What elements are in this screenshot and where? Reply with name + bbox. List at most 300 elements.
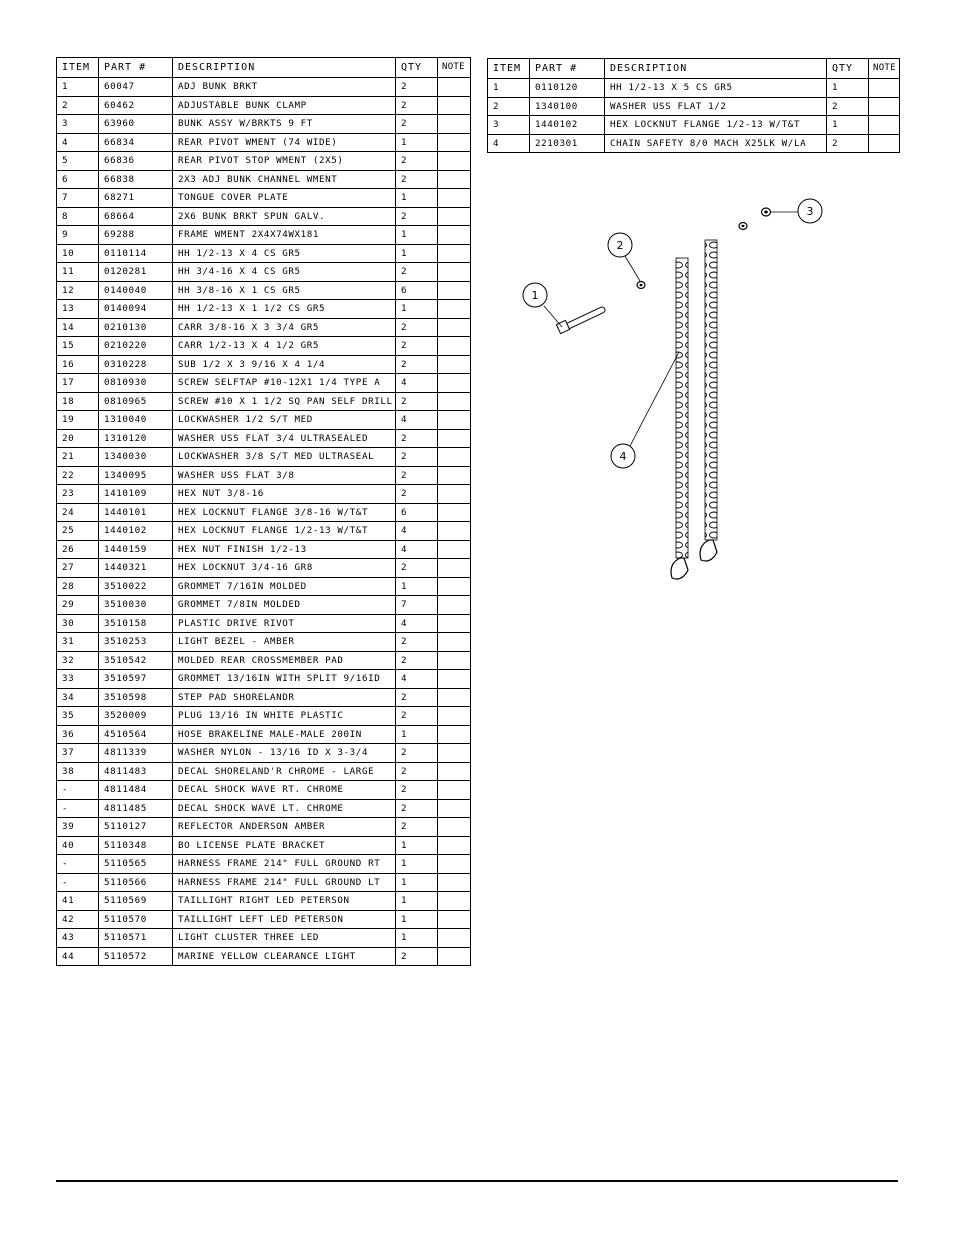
table-row — [57, 189, 471, 208]
header-qty: QTY — [396, 58, 438, 78]
item-cell: 7 — [57, 189, 99, 208]
description-cell: HARNESS FRAME 214" FULL GROUND LT — [173, 873, 396, 892]
note-cell — [438, 818, 471, 837]
item-cell: 18 — [57, 392, 99, 411]
table-header-row — [488, 59, 900, 79]
table-row — [57, 374, 471, 393]
description-cell: HH 1/2-13 X 4 CS GR5 — [173, 244, 396, 263]
description-cell: LOCKWASHER 1/2 S/T MED — [173, 411, 396, 430]
part-number-cell: 1440102 — [99, 522, 173, 541]
table-row — [57, 503, 471, 522]
item-cell: 29 — [57, 596, 99, 615]
table-row — [57, 133, 471, 152]
note-cell — [438, 559, 471, 578]
part-number-cell: 1340030 — [99, 448, 173, 467]
item-cell: 4 — [57, 133, 99, 152]
qty-cell: 2 — [396, 263, 438, 282]
note-cell — [438, 244, 471, 263]
description-cell: LIGHT CLUSTER THREE LED — [173, 929, 396, 948]
description-cell: HEX NUT 3/8-16 — [173, 485, 396, 504]
callout-1 — [523, 283, 547, 307]
note-cell — [438, 170, 471, 189]
note-cell — [438, 429, 471, 448]
item-cell: 31 — [57, 633, 99, 652]
description-cell: HEX LOCKNUT FLANGE 1/2-13 W/T&T — [605, 116, 827, 135]
table-row — [57, 799, 471, 818]
item-cell: 33 — [57, 670, 99, 689]
note-cell — [438, 947, 471, 966]
description-cell: HH 1/2-13 X 1 1/2 CS GR5 — [173, 300, 396, 319]
note-cell — [438, 892, 471, 911]
item-cell: 8 — [57, 207, 99, 226]
note-cell — [438, 688, 471, 707]
item-cell: - — [57, 781, 99, 800]
note-cell — [438, 744, 471, 763]
table-row — [57, 281, 471, 300]
note-cell — [438, 577, 471, 596]
table-row — [57, 540, 471, 559]
description-cell: MOLDED REAR CROSSMEMBER PAD — [173, 651, 396, 670]
note-cell — [438, 207, 471, 226]
safety-chain-parts-table — [487, 58, 900, 153]
svg-text:4: 4 — [619, 450, 627, 463]
part-number-cell: 1340095 — [99, 466, 173, 485]
part-number-cell: 60462 — [99, 96, 173, 115]
note-cell — [438, 355, 471, 374]
table-row — [488, 79, 900, 98]
table-row — [57, 96, 471, 115]
item-cell: - — [57, 873, 99, 892]
table-row — [57, 707, 471, 726]
qty-cell: 2 — [396, 633, 438, 652]
qty-cell: 2 — [396, 96, 438, 115]
table-row — [57, 596, 471, 615]
table-row — [57, 115, 471, 134]
qty-cell: 1 — [396, 244, 438, 263]
part-number-cell: 5110569 — [99, 892, 173, 911]
item-cell: 30 — [57, 614, 99, 633]
qty-cell: 2 — [396, 115, 438, 134]
description-cell: CARR 3/8-16 X 3 3/4 GR5 — [173, 318, 396, 337]
part-number-cell: 68271 — [99, 189, 173, 208]
part-number-cell: 1310120 — [99, 429, 173, 448]
item-cell: - — [57, 855, 99, 874]
description-cell: HEX LOCKNUT FLANGE 1/2-13 W/T&T — [173, 522, 396, 541]
safety-chain-part — [671, 240, 717, 579]
item-cell: 3 — [488, 116, 530, 135]
description-cell: TAILLIGHT LEFT LED PETERSON — [173, 910, 396, 929]
table-row — [488, 97, 900, 116]
table-row — [57, 448, 471, 467]
item-cell: 40 — [57, 836, 99, 855]
note-cell — [438, 448, 471, 467]
part-number-cell: 1440159 — [99, 540, 173, 559]
description-cell: SUB 1/2 X 3 9/16 X 4 1/4 — [173, 355, 396, 374]
part-number-cell: 5110127 — [99, 818, 173, 837]
note-cell — [438, 503, 471, 522]
part-number-cell: 4510564 — [99, 725, 173, 744]
part-number-cell: 3510022 — [99, 577, 173, 596]
part-number-cell: 66834 — [99, 133, 173, 152]
qty-cell: 2 — [396, 947, 438, 966]
description-cell: HH 1/2-13 X 5 CS GR5 — [605, 79, 827, 98]
description-cell: WASHER USS FLAT 3/4 ULTRASEALED — [173, 429, 396, 448]
note-cell — [438, 281, 471, 300]
table-row — [57, 781, 471, 800]
description-cell: REAR PIVOT STOP WMENT (2X5) — [173, 152, 396, 171]
item-cell: 23 — [57, 485, 99, 504]
description-cell: PLUG 13/16 IN WHITE PLASTIC — [173, 707, 396, 726]
item-cell: 11 — [57, 263, 99, 282]
note-cell — [438, 910, 471, 929]
part-number-cell: 0120281 — [99, 263, 173, 282]
item-cell: 12 — [57, 281, 99, 300]
table-header-row — [57, 58, 471, 78]
part-number-cell: 0210220 — [99, 337, 173, 356]
part-number-cell: 3510598 — [99, 688, 173, 707]
note-cell — [438, 762, 471, 781]
part-number-cell: 4811483 — [99, 762, 173, 781]
item-cell: 26 — [57, 540, 99, 559]
table-row — [57, 614, 471, 633]
note-cell — [438, 392, 471, 411]
part-number-cell: 1440102 — [530, 116, 605, 135]
qty-cell: 2 — [396, 799, 438, 818]
item-cell: 39 — [57, 818, 99, 837]
item-cell: 41 — [57, 892, 99, 911]
part-number-cell: 1440101 — [99, 503, 173, 522]
part-number-cell: 66836 — [99, 152, 173, 171]
part-number-cell: 3510542 — [99, 651, 173, 670]
qty-cell: 2 — [827, 134, 869, 153]
note-cell — [869, 97, 900, 116]
note-cell — [438, 300, 471, 319]
item-cell: 27 — [57, 559, 99, 578]
part-number-cell: 5110566 — [99, 873, 173, 892]
note-cell — [869, 134, 900, 153]
table-row — [57, 762, 471, 781]
description-cell: PLASTIC DRIVE RIVOT — [173, 614, 396, 633]
table-row — [57, 226, 471, 245]
note-cell — [438, 374, 471, 393]
note-cell — [438, 78, 471, 97]
qty-cell: 4 — [396, 670, 438, 689]
description-cell: HARNESS FRAME 214" FULL GROUND RT — [173, 855, 396, 874]
item-cell: 20 — [57, 429, 99, 448]
description-cell: GROMMET 7/8IN MOLDED — [173, 596, 396, 615]
qty-cell: 1 — [396, 725, 438, 744]
item-cell: 44 — [57, 947, 99, 966]
qty-cell: 2 — [396, 651, 438, 670]
part-number-cell: 1310040 — [99, 411, 173, 430]
description-cell: 2X3 ADJ BUNK CHANNEL WMENT — [173, 170, 396, 189]
qty-cell: 2 — [396, 707, 438, 726]
qty-cell: 1 — [396, 133, 438, 152]
qty-cell: 2 — [396, 688, 438, 707]
description-cell: TAILLIGHT RIGHT LED PETERSON — [173, 892, 396, 911]
item-cell: - — [57, 799, 99, 818]
item-cell: 5 — [57, 152, 99, 171]
locknut-part — [739, 208, 771, 230]
qty-cell: 4 — [396, 540, 438, 559]
item-cell: 43 — [57, 929, 99, 948]
note-cell — [438, 96, 471, 115]
header-note: NOTE — [869, 59, 900, 79]
table-row — [57, 688, 471, 707]
part-number-cell: 0110120 — [530, 79, 605, 98]
description-cell: HEX LOCKNUT 3/4-16 GR8 — [173, 559, 396, 578]
qty-cell: 2 — [396, 781, 438, 800]
note-cell — [438, 318, 471, 337]
qty-cell: 1 — [396, 226, 438, 245]
item-cell: 4 — [488, 134, 530, 153]
table-row — [57, 559, 471, 578]
description-cell: HEX NUT FINISH 1/2-13 — [173, 540, 396, 559]
item-cell: 32 — [57, 651, 99, 670]
note-cell — [438, 522, 471, 541]
part-number-cell: 5110571 — [99, 929, 173, 948]
description-cell: LOCKWASHER 3/8 S/T MED ULTRASEAL — [173, 448, 396, 467]
table-row — [57, 633, 471, 652]
part-number-cell: 0110114 — [99, 244, 173, 263]
description-cell: REAR PIVOT WMENT (74 WIDE) — [173, 133, 396, 152]
note-cell — [438, 670, 471, 689]
description-cell: STEP PAD SHORELANDR — [173, 688, 396, 707]
note-cell — [438, 337, 471, 356]
qty-cell: 2 — [396, 318, 438, 337]
header-part-number: PART # — [99, 58, 173, 78]
item-cell: 3 — [57, 115, 99, 134]
description-cell: BUNK ASSY W/BRKTS 9 FT — [173, 115, 396, 134]
description-cell: HH 3/4-16 X 4 CS GR5 — [173, 263, 396, 282]
description-cell: WASHER USS FLAT 3/8 — [173, 466, 396, 485]
table-row — [488, 116, 900, 135]
description-cell: DECAL SHORELAND'R CHROME - LARGE — [173, 762, 396, 781]
description-cell: DECAL SHOCK WAVE RT. CHROME — [173, 781, 396, 800]
table-row — [57, 411, 471, 430]
qty-cell: 2 — [396, 466, 438, 485]
qty-cell: 2 — [396, 337, 438, 356]
hex-bolt-part — [556, 310, 602, 334]
qty-cell: 1 — [827, 79, 869, 98]
part-number-cell: 0140040 — [99, 281, 173, 300]
note-cell — [438, 115, 471, 134]
qty-cell: 1 — [396, 300, 438, 319]
item-cell: 36 — [57, 725, 99, 744]
note-cell — [438, 596, 471, 615]
item-cell: 13 — [57, 300, 99, 319]
parts-list-table — [56, 57, 471, 966]
svg-text:3: 3 — [806, 205, 814, 218]
table-row — [57, 244, 471, 263]
header-item: ITEM — [57, 58, 99, 78]
item-cell: 21 — [57, 448, 99, 467]
callout-4 — [611, 444, 635, 468]
part-number-cell: 5110572 — [99, 947, 173, 966]
note-cell — [438, 411, 471, 430]
table-row — [57, 818, 471, 837]
note-cell — [438, 466, 471, 485]
table-row — [57, 300, 471, 319]
footer-divider — [56, 1180, 898, 1182]
qty-cell: 4 — [396, 522, 438, 541]
qty-cell: 4 — [396, 374, 438, 393]
note-cell — [438, 651, 471, 670]
part-number-cell: 5110348 — [99, 836, 173, 855]
qty-cell: 1 — [396, 910, 438, 929]
part-number-cell: 1410109 — [99, 485, 173, 504]
header-description: DESCRIPTION — [605, 59, 827, 79]
description-cell: HEX LOCKNUT FLANGE 3/8-16 W/T&T — [173, 503, 396, 522]
description-cell: HH 3/8-16 X 1 CS GR5 — [173, 281, 396, 300]
qty-cell: 2 — [396, 559, 438, 578]
item-cell: 37 — [57, 744, 99, 763]
qty-cell: 2 — [396, 355, 438, 374]
table-row — [57, 170, 471, 189]
item-cell: 25 — [57, 522, 99, 541]
table-row — [57, 429, 471, 448]
qty-cell: 1 — [396, 189, 438, 208]
part-number-cell: 60047 — [99, 78, 173, 97]
qty-cell: 2 — [396, 744, 438, 763]
item-cell: 24 — [57, 503, 99, 522]
note-cell — [438, 540, 471, 559]
description-cell: WASHER USS FLAT 1/2 — [605, 97, 827, 116]
qty-cell: 2 — [396, 392, 438, 411]
description-cell: WASHER NYLON - 13/16 ID X 3-3/4 — [173, 744, 396, 763]
header-qty: QTY — [827, 59, 869, 79]
qty-cell: 2 — [396, 762, 438, 781]
qty-cell: 2 — [396, 429, 438, 448]
part-number-cell: 0210130 — [99, 318, 173, 337]
description-cell: REFLECTOR ANDERSON AMBER — [173, 818, 396, 837]
part-number-cell: 3520009 — [99, 707, 173, 726]
part-number-cell: 3510158 — [99, 614, 173, 633]
qty-cell: 1 — [396, 836, 438, 855]
note-cell — [438, 226, 471, 245]
part-number-cell: 3510030 — [99, 596, 173, 615]
part-number-cell: 1340100 — [530, 97, 605, 116]
description-cell: GROMMET 7/16IN MOLDED — [173, 577, 396, 596]
note-cell — [438, 855, 471, 874]
qty-cell: 2 — [396, 485, 438, 504]
part-number-cell: 4811485 — [99, 799, 173, 818]
table-row — [57, 873, 471, 892]
note-cell — [438, 152, 471, 171]
table-row — [57, 855, 471, 874]
table-row — [57, 725, 471, 744]
callout-3 — [798, 199, 822, 223]
part-number-cell: 68664 — [99, 207, 173, 226]
part-number-cell: 1440321 — [99, 559, 173, 578]
part-number-cell: 0310228 — [99, 355, 173, 374]
qty-cell: 2 — [396, 152, 438, 171]
qty-cell: 4 — [396, 411, 438, 430]
item-cell: 19 — [57, 411, 99, 430]
note-cell — [438, 799, 471, 818]
qty-cell: 1 — [396, 577, 438, 596]
part-number-cell: 4811339 — [99, 744, 173, 763]
item-cell: 9 — [57, 226, 99, 245]
item-cell: 6 — [57, 170, 99, 189]
flat-washer-part — [637, 282, 645, 289]
part-number-cell: 4811484 — [99, 781, 173, 800]
item-cell: 1 — [488, 79, 530, 98]
table-row — [57, 466, 471, 485]
note-cell — [438, 633, 471, 652]
qty-cell: 2 — [396, 207, 438, 226]
part-number-cell: 2210301 — [530, 134, 605, 153]
note-cell — [438, 929, 471, 948]
svg-text:1: 1 — [531, 289, 539, 302]
header-item: ITEM — [488, 59, 530, 79]
table-row — [57, 207, 471, 226]
qty-cell: 1 — [396, 892, 438, 911]
qty-cell: 2 — [396, 78, 438, 97]
note-cell — [438, 485, 471, 504]
note-cell — [438, 873, 471, 892]
table-row — [57, 651, 471, 670]
table-row — [57, 670, 471, 689]
item-cell: 22 — [57, 466, 99, 485]
qty-cell: 2 — [827, 97, 869, 116]
part-number-cell: 0810965 — [99, 392, 173, 411]
description-cell: CARR 1/2-13 X 4 1/2 GR5 — [173, 337, 396, 356]
note-cell — [438, 614, 471, 633]
note-cell — [438, 725, 471, 744]
item-cell: 38 — [57, 762, 99, 781]
callout-2 — [608, 233, 632, 257]
item-cell: 28 — [57, 577, 99, 596]
qty-cell: 2 — [396, 170, 438, 189]
item-cell: 35 — [57, 707, 99, 726]
qty-cell: 2 — [396, 448, 438, 467]
description-cell: CHAIN SAFETY 8/0 MACH X25LK W/LA — [605, 134, 827, 153]
part-number-cell: 69288 — [99, 226, 173, 245]
part-number-cell: 3510597 — [99, 670, 173, 689]
note-cell — [438, 707, 471, 726]
note-cell — [869, 79, 900, 98]
part-number-cell: 66838 — [99, 170, 173, 189]
description-cell: 2X6 BUNK BRKT SPUN GALV. — [173, 207, 396, 226]
part-number-cell: 63960 — [99, 115, 173, 134]
note-cell — [438, 189, 471, 208]
item-cell: 1 — [57, 78, 99, 97]
table-row — [57, 522, 471, 541]
note-cell — [438, 781, 471, 800]
header-part-number: PART # — [530, 59, 605, 79]
description-cell: MARINE YELLOW CLEARANCE LIGHT — [173, 947, 396, 966]
item-cell: 10 — [57, 244, 99, 263]
description-cell: ADJ BUNK BRKT — [173, 78, 396, 97]
description-cell: TONGUE COVER PLATE — [173, 189, 396, 208]
description-cell: ADJUSTABLE BUNK CLAMP — [173, 96, 396, 115]
description-cell: SCREW SELFTAP #10-12X1 1/4 TYPE A — [173, 374, 396, 393]
item-cell: 15 — [57, 337, 99, 356]
table-row — [488, 134, 900, 153]
table-row — [57, 947, 471, 966]
qty-cell: 2 — [396, 818, 438, 837]
header-note: NOTE — [438, 58, 471, 78]
qty-cell: 7 — [396, 596, 438, 615]
qty-cell: 1 — [827, 116, 869, 135]
description-cell: DECAL SHOCK WAVE LT. CHROME — [173, 799, 396, 818]
safety-chain-exploded-diagram — [480, 180, 860, 600]
part-number-cell: 5110570 — [99, 910, 173, 929]
table-row — [57, 836, 471, 855]
item-cell: 42 — [57, 910, 99, 929]
item-cell: 16 — [57, 355, 99, 374]
